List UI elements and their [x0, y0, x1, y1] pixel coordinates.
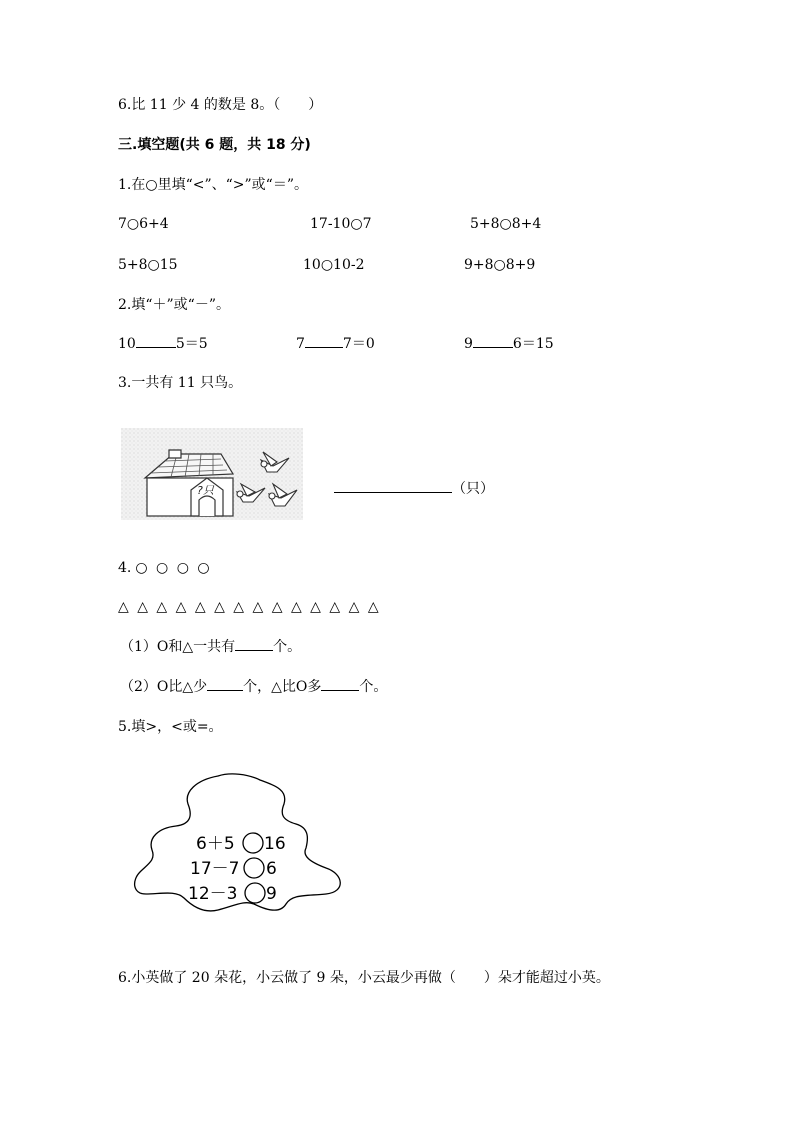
house-birds-illustration: [121, 428, 303, 520]
q3-unit: （只）: [452, 481, 494, 497]
q4-sub2-tail: 个。: [359, 679, 388, 695]
q5-left: 6＋5: [196, 834, 235, 854]
answer-blank[interactable]: [334, 480, 452, 493]
q2-item: [118, 335, 208, 353]
q2-operand-b: 7＝0: [342, 336, 375, 352]
q2-operand-a: 9: [464, 336, 473, 352]
answer-blank[interactable]: [321, 678, 359, 691]
q5-left: 12－3: [188, 884, 238, 904]
q5-right: 6: [266, 859, 277, 879]
q3-prompt: 3.一共有 11 只鸟。: [118, 375, 243, 391]
compare-circle[interactable]: [245, 883, 265, 903]
q4-sub1-tail: 个。: [273, 639, 302, 655]
q2-operand-b: 6＝15: [512, 336, 554, 352]
answer-blank[interactable]: [235, 638, 273, 651]
cloud-figure: [130, 770, 350, 920]
q5-left: 17－7: [190, 859, 240, 879]
answer-blank[interactable]: [473, 335, 513, 348]
q4-triangles: △ △ △ △ △ △ △ △ △ △ △ △ △ △: [118, 599, 381, 615]
q1-item: 9+8○8+9: [464, 257, 536, 273]
compare-circle[interactable]: [244, 858, 264, 878]
q1-item: 5+8○15: [118, 257, 178, 273]
q5-right: 9: [266, 884, 277, 904]
compare-circle[interactable]: [243, 833, 263, 853]
q1-item: 17-10○7: [310, 216, 372, 232]
q4-number: 4.: [118, 560, 132, 576]
q2-operand-a: 10: [118, 336, 136, 352]
q3-answer: [334, 480, 494, 498]
q2-item: [296, 335, 375, 353]
q2-operand-b: 5＝5: [175, 336, 208, 352]
q4-sub1: [120, 638, 301, 656]
house-label: ?只: [197, 484, 214, 497]
q4-prompt: [118, 559, 212, 577]
q1-item: 10○10-2: [303, 257, 365, 273]
q4-sub2-text: （2）O比△少: [120, 679, 208, 695]
q5-prompt: 5.填>，<或=。: [118, 719, 223, 735]
q2-operand-a: 7: [296, 336, 305, 352]
q1-prompt: 1.在○里填“<”、“>”或“＝”。: [118, 177, 308, 193]
answer-blank[interactable]: [207, 678, 243, 691]
q2-prompt: 2.填“＋”或“－”。: [118, 297, 230, 313]
section-title: 三.填空题(共 6 题，共 18 分): [118, 137, 311, 153]
answer-blank[interactable]: [305, 335, 343, 348]
q4-circles: ○ ○ ○ ○: [135, 560, 212, 576]
q1-item: 5+8○8+4: [470, 216, 542, 232]
q2-item: [464, 335, 554, 353]
q5-right: 16: [264, 834, 286, 854]
q4-sub1-text: （1）O和△一共有: [120, 639, 236, 655]
q4-sub2-mid: 个，△比O多: [243, 679, 322, 695]
answer-blank[interactable]: [136, 335, 176, 348]
question-6: 6.小英做了 20 朵花，小云做了 9 朵，小云最少再做（ ）朵才能超过小英。: [118, 970, 610, 986]
q1-item: 7○6+4: [118, 216, 169, 232]
q4-sub2: [120, 678, 387, 696]
question-6-previous: 6.比 11 少 4 的数是 8。（ ）: [118, 97, 323, 113]
